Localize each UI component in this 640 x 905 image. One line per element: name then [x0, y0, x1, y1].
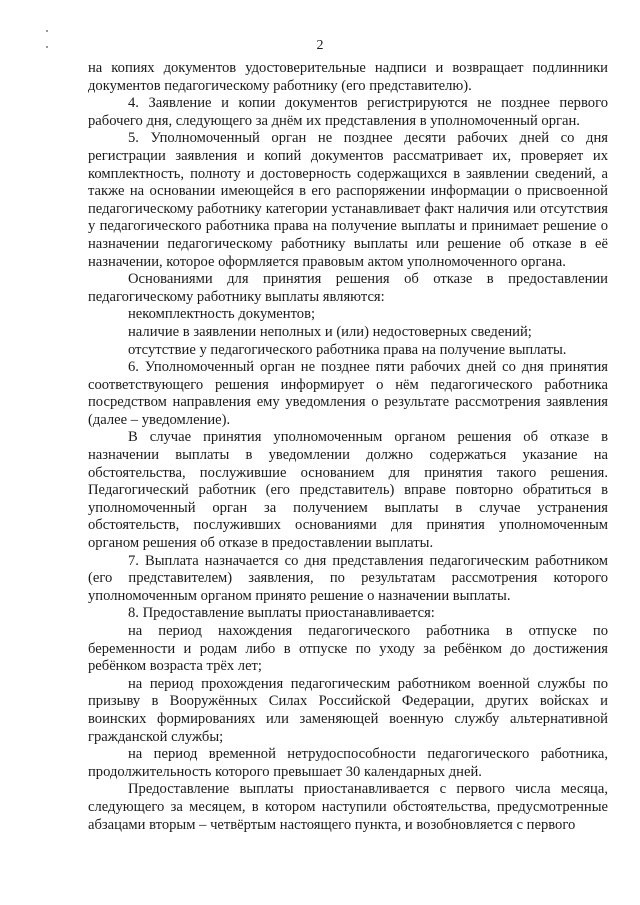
paragraph: на копиях документов удостоверительные надписи и возвращает подлинники документов педагогическому работнику (его представителю).: [88, 60, 608, 94]
document-body: [88, 60, 608, 834]
paragraph: 4. Заявление и копии документов регистрируются не позднее первого рабочего дня, следующего за днём их представления в уполномоченный орган.: [88, 95, 608, 129]
paragraph: 7. Выплата назначается со дня представления педагогическим работником (его представителем) заявления, по результатам рассмотрения которого уполномоченным органом принято решение о назначении выплаты.: [88, 552, 608, 604]
page-number: 2: [316, 38, 324, 53]
paragraph: В случае принятия уполномоченным органом решения об отказе в назначении выплаты в уведомлении должно содержаться указание на обстоятельства, послужившие основанием для принятия такого решения. Педагогический работник (его представитель) вправе повторно обратиться в уполномоченный орган за получением выплаты в случае устранения обстоятельств, послуживших основаниями для принятия уполномоченным органом решения об отказе в предоставлении выплаты.: [88, 429, 608, 552]
list-item: отсутствие у педагогического работника права на получение выплаты.: [128, 341, 567, 358]
paragraph: Основаниями для принятия решения об отказе в предоставлении педагогическому работнику выплаты являются:: [88, 271, 608, 305]
list-item: наличие в заявлении неполных и (или) недостоверных сведений;: [128, 323, 532, 340]
paragraph: на период временной нетрудоспособности педагогического работника, продолжительность которого превышает 30 календарных дней.: [88, 746, 608, 780]
list-item: некомплектность документов;: [128, 306, 316, 323]
paragraph: 6. Уполномоченный орган не позднее пяти рабочих дней со дня принятия соответствующего решения информирует о нём педагогического работника посредством направления ему уведомления о результате рассмотрения заявления (далее – уведомление).: [88, 359, 608, 428]
paragraph: на период прохождения педагогическим работником военной службы по призыву в Вооружённых Силах Российской Федерации, других войсках и воинских формированиях или заменяющей военную службу альтернативной гражданской службы;: [88, 675, 608, 745]
paragraph: 8. Предоставление выплаты приостанавливается:: [128, 605, 435, 622]
paragraph: 5. Уполномоченный орган не позднее десяти рабочих дней со дня регистрации заявления и копий документов рассматривает их, проверяет их комплектность, полноту и достоверность содержащихся в заявлении сведений, а также на основании имеющейся в его распоряжении информации о присвоенной педагогическому работнику категории устанавливает факт наличия или отсутствия у педагогического работника права на получение выплаты и принимает решение о назначении педагогическому работнику выплаты или решение об отказе в её назначении, которое оформляется правовым актом уполномоченного органа.: [88, 130, 608, 270]
paragraph: на период нахождения педагогического работника в отпуске по беременности и родам либо в отпуске по уходу за ребёнком до достижения ребёнком возраста трёх лет;: [88, 623, 608, 675]
scan-artifact: [46, 30, 48, 32]
paragraph: Предоставление выплаты приостанавливается с первого числа месяца, следующего за месяцем, в котором наступили обстоятельства, предусмотренные абзацами вторым – четвёртым настоящего пункта, и возобновляется с первого: [88, 781, 608, 833]
